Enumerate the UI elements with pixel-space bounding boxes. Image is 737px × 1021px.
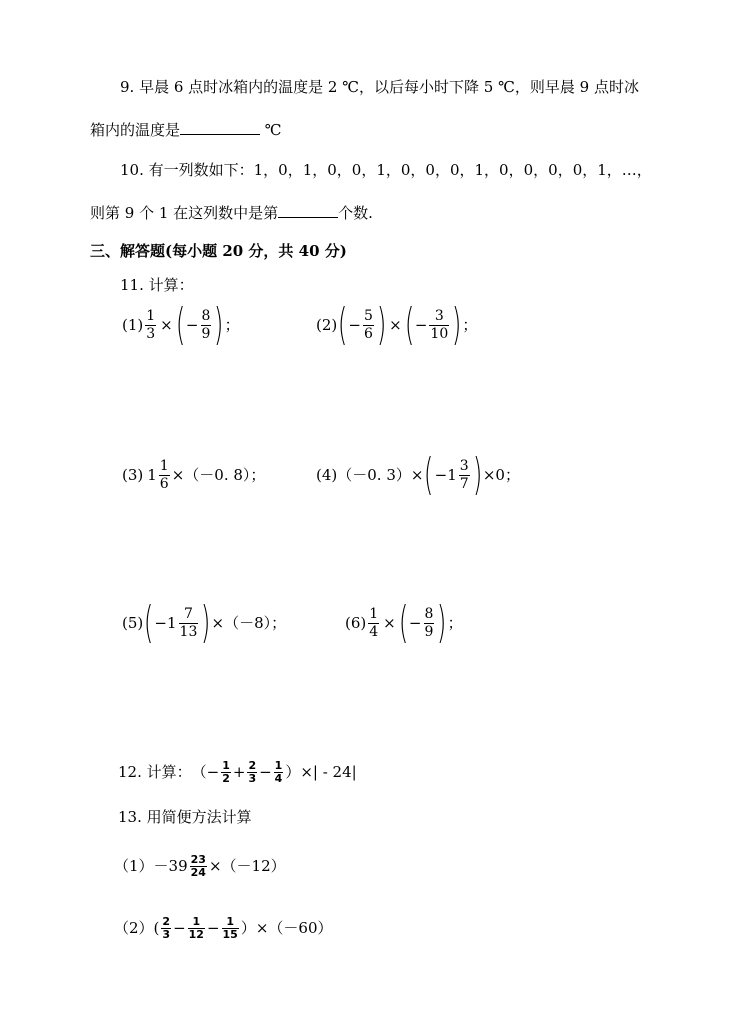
section3-heading: 三、解答题(每小题 20 分，共 40 分) bbox=[90, 242, 347, 260]
semicolon: ； bbox=[447, 613, 463, 632]
q9-line2-text: 箱内的温度是 bbox=[90, 121, 181, 139]
minus-sign: − bbox=[206, 918, 220, 937]
denominator: 15 bbox=[222, 927, 238, 941]
q10-line1: 10. 有一列数如下：1，0，1，0，0，1，0，0，0，1，0，0，0，0，1，…， bbox=[120, 161, 652, 179]
q11-p4-label: (4) bbox=[316, 465, 338, 484]
minus-sign: − bbox=[259, 762, 272, 781]
q13-part1 bbox=[114, 850, 286, 882]
q11-p3-rest: ×（－0. 8）； bbox=[171, 465, 266, 484]
times-sign: × bbox=[160, 315, 173, 334]
q11-p6-frac1 bbox=[368, 606, 379, 641]
q11-p4-rest: ×0； bbox=[482, 465, 520, 484]
q11-p4-pre: （－0. 3）× bbox=[337, 465, 424, 484]
denominator: 13 bbox=[179, 623, 198, 640]
left-paren: ( bbox=[398, 597, 409, 648]
left-paren: ( bbox=[338, 299, 348, 350]
numerator: 1 bbox=[369, 605, 379, 622]
right-paren: ) bbox=[437, 597, 447, 648]
q11-p1-frac1 bbox=[145, 308, 156, 343]
q12-frac-c bbox=[274, 760, 284, 785]
q11-part2 bbox=[316, 299, 478, 350]
q11-p2-label: (2) bbox=[316, 315, 338, 334]
denominator: 3 bbox=[146, 325, 156, 342]
right-paren: ) bbox=[201, 597, 211, 648]
denominator: 10 bbox=[430, 325, 449, 342]
q12-title: 12. 计算： bbox=[118, 762, 192, 781]
q13-p1-label: （1） bbox=[114, 856, 154, 875]
q9-line2 bbox=[90, 120, 282, 138]
q13-p2-frac-a bbox=[161, 916, 171, 941]
denominator: 3 bbox=[162, 927, 171, 941]
q11-p1-frac2 bbox=[201, 308, 212, 343]
q13-part2 bbox=[114, 912, 333, 944]
numerator: 1 bbox=[274, 758, 283, 772]
q13-p2-rest: ）×（－60） bbox=[240, 918, 333, 937]
q13-p2-frac-b bbox=[188, 916, 205, 941]
q13-p1-rest: ×（－12） bbox=[208, 856, 286, 875]
q11-p3-label: (3) bbox=[122, 465, 144, 484]
q11-p2-frac1 bbox=[363, 308, 374, 343]
q9-answer-blank[interactable] bbox=[180, 120, 260, 135]
mixed-whole: 1 bbox=[147, 465, 157, 484]
numerator: 1 bbox=[192, 914, 201, 928]
q12-line bbox=[118, 757, 357, 787]
q13-p1-frac bbox=[190, 854, 207, 879]
q11-part5 bbox=[122, 597, 287, 648]
q11-p5-label: (5) bbox=[122, 613, 144, 632]
numerator: 23 bbox=[190, 852, 206, 866]
denominator: 3 bbox=[248, 771, 257, 785]
plus-sign: + bbox=[232, 762, 246, 781]
times-sign: × bbox=[383, 613, 396, 632]
minus-sign: − bbox=[408, 613, 422, 632]
numerator: 1 bbox=[159, 457, 169, 474]
q10-line2-text: 则第 9 个 1 在这列数中是第 bbox=[90, 204, 279, 222]
numerator: 8 bbox=[201, 307, 211, 324]
q10-line2 bbox=[90, 203, 373, 221]
q11-p5-frac bbox=[179, 606, 199, 641]
q11-part1 bbox=[122, 299, 240, 350]
q9-line1: 9. 早晨 6 点时冰箱内的温度是 2 ℃，以后每小时下降 5 ℃，则早晨 9 点时冰 bbox=[120, 78, 639, 96]
mixed-whole: −1 bbox=[434, 465, 457, 484]
q11-p3-frac bbox=[159, 458, 170, 493]
q10-line2-end: 个数. bbox=[338, 204, 373, 222]
q11-p2-frac2 bbox=[429, 308, 449, 343]
denominator: 24 bbox=[190, 865, 206, 879]
denominator: 2 bbox=[222, 771, 230, 785]
denominator: 9 bbox=[424, 623, 434, 640]
denominator: 6 bbox=[159, 475, 169, 492]
denominator: 9 bbox=[201, 325, 211, 342]
q13-title: 13. 用简便方法计算 bbox=[118, 808, 252, 826]
left-paren: ( bbox=[175, 299, 186, 350]
q11-part4 bbox=[316, 449, 520, 500]
numerator: 2 bbox=[248, 758, 257, 772]
q11-part6 bbox=[345, 597, 463, 648]
q11-p6-frac2 bbox=[424, 606, 435, 641]
q11-p1-label: (1) bbox=[122, 315, 144, 334]
numerator: 1 bbox=[146, 307, 156, 324]
right-paren: ) bbox=[214, 299, 224, 350]
right-paren: ) bbox=[472, 449, 482, 500]
semicolon: ； bbox=[224, 315, 240, 334]
q9-unit: ℃ bbox=[264, 121, 282, 139]
q10-answer-blank[interactable] bbox=[278, 203, 338, 218]
denominator: 12 bbox=[188, 927, 204, 941]
mixed-whole: −1 bbox=[154, 613, 177, 632]
denominator: 4 bbox=[274, 771, 283, 785]
minus-sign: − bbox=[414, 315, 428, 334]
right-paren: ) bbox=[452, 299, 462, 350]
numerator: 5 bbox=[364, 307, 373, 324]
right-paren: ) bbox=[376, 299, 387, 350]
q11-part3 bbox=[122, 455, 265, 495]
numerator: 1 bbox=[222, 758, 230, 772]
numerator: 2 bbox=[162, 914, 171, 928]
q13-p1-pre: －39 bbox=[153, 856, 188, 875]
q13-p2-frac-c bbox=[222, 916, 239, 941]
numerator: 3 bbox=[434, 307, 444, 324]
left-paren: ( bbox=[424, 449, 434, 500]
q11-p5-rest: ×（－8）； bbox=[211, 613, 287, 632]
numerator: 1 bbox=[226, 914, 235, 928]
numerator: 3 bbox=[459, 457, 469, 474]
q11-p4-frac bbox=[459, 458, 470, 493]
q12-pre: （− bbox=[191, 762, 220, 781]
q12-frac-a bbox=[221, 760, 231, 785]
numerator: 8 bbox=[424, 605, 434, 622]
left-paren: ( bbox=[144, 597, 154, 648]
denominator: 6 bbox=[364, 325, 373, 342]
minus-sign: − bbox=[185, 315, 199, 334]
denominator: 4 bbox=[369, 623, 379, 640]
q11-p6-label: (6) bbox=[345, 613, 367, 632]
q13-p2-label: （2）( bbox=[114, 918, 160, 937]
minus-sign: − bbox=[348, 315, 361, 334]
minus-sign: − bbox=[173, 918, 186, 937]
q12-post: ）×| - 24| bbox=[285, 762, 357, 781]
q12-frac-b bbox=[247, 760, 257, 785]
denominator: 7 bbox=[459, 475, 469, 492]
semicolon: ； bbox=[462, 315, 478, 334]
numerator: 7 bbox=[184, 605, 193, 622]
times-sign: × bbox=[389, 315, 402, 334]
q11-title: 11. 计算： bbox=[120, 276, 194, 294]
left-paren: ( bbox=[404, 299, 414, 350]
